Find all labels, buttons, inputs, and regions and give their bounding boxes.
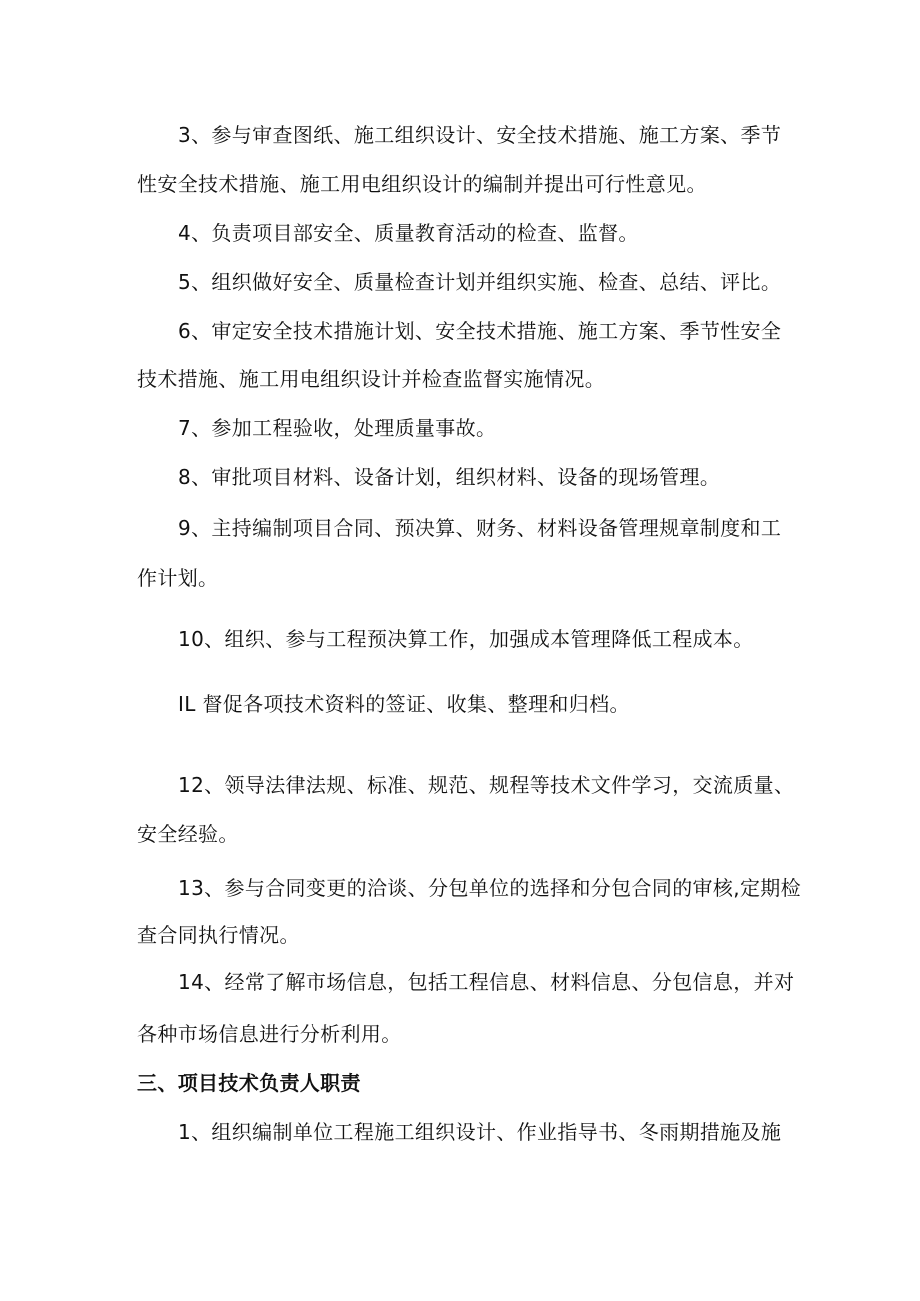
item-8-line-1: 8、审批项目材料、设备计划，组织材料、设备的现场管理。 [178,465,721,489]
item-7-line-1: 7、参加工程验收，处理质量事故。 [178,416,497,440]
section-heading: 三、项目技术负责人职责 [137,1071,361,1095]
item-6-line-1: 6、审定安全技术措施计划、安全技术措施、施工方案、季节性安全 [178,319,782,343]
item-3-line-1: 3、参与审查图纸、施工组织设计、安全技术措施、施工方案、季节 [178,123,782,147]
item-12-line-1: 12、领导法律法规、标准、规范、规程等技术文件学习，交流质量、 [178,773,795,797]
item-14-line-2: 各种市场信息进行分析利用。 [137,1022,402,1046]
item-13-line-1: 13、参与合同变更的洽谈、分包单位的选择和分包合同的审核,定期检 [178,876,802,900]
item-13-line-2: 查合同执行情况。 [137,923,300,947]
item-12-line-2: 安全经验。 [137,822,239,846]
item-4-line-1: 4、负责项目部安全、质量教育活动的检查、监督。 [178,221,639,245]
item-10-line-1: 10、组织、参与工程预决算工作，加强成本管理降低工程成本。 [178,627,754,651]
item-11-line-1: IL 督促各项技术资料的签证、收集、整理和归档。 [178,692,630,716]
item-3-line-2: 性安全技术措施、施工用电组织设计的编制并提出可行性意见。 [137,172,707,196]
item-9-line-1: 9、主持编制项目合同、预决算、财务、材料设备管理规章制度和工 [178,516,782,540]
item-6-line-2: 技术措施、施工用电组织设计并检查监督实施情况。 [137,367,606,391]
item-9-line-2: 作计划。 [137,566,219,590]
item-14-line-1: 14、经常了解市场信息，包括工程信息、材料信息、分包信息，并对 [178,970,795,994]
section-item-1-line-1: 1、组织编制单位工程施工组织设计、作业指导书、冬雨期措施及施 [178,1120,782,1144]
item-5-line-1: 5、组织做好安全、质量检查计划并组织实施、检查、总结、评比。 [178,270,782,294]
